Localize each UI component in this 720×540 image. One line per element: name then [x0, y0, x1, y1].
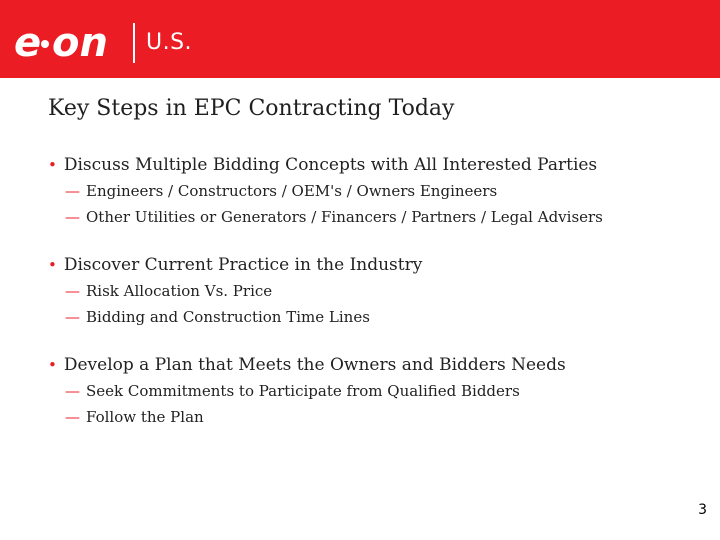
- sub-item-text: Engineers / Constructors / OEM's / Owners Engineers: [86, 182, 498, 200]
- dash-marker: —: [65, 282, 80, 300]
- sub-item: [65, 378, 708, 404]
- sub-item: [65, 278, 708, 304]
- sub-item-text: Follow the Plan: [86, 408, 204, 426]
- bullet-item: [48, 252, 708, 330]
- sub-item-text: Risk Allocation Vs. Price: [86, 282, 273, 300]
- header-bar: [0, 0, 720, 78]
- page-number: 3: [698, 502, 707, 518]
- region-label: U.S.: [146, 30, 193, 55]
- sub-item: [65, 304, 708, 330]
- sub-item-text: Bidding and Construction Time Lines: [86, 308, 370, 326]
- bullet-marker: •: [48, 356, 57, 374]
- sub-list: [65, 378, 708, 430]
- dash-marker: —: [65, 308, 80, 326]
- eon-logo: [14, 20, 126, 66]
- sub-list: [65, 278, 708, 330]
- dash-marker: —: [65, 208, 80, 226]
- bullet-item: [48, 152, 708, 230]
- dash-marker: —: [65, 182, 80, 200]
- sub-item-text: Seek Commitments to Participate from Qualified Bidders: [86, 382, 520, 400]
- sub-item: [65, 204, 708, 230]
- bullet-text: Discover Current Practice in the Industry: [63, 255, 423, 275]
- sub-item-text: Other Utilities or Generators / Financers / Partners / Legal Advisers: [86, 208, 603, 226]
- svg-text:on: on: [52, 20, 108, 66]
- slide-title: Key Steps in EPC Contracting Today: [48, 96, 455, 121]
- svg-text:e: e: [14, 20, 42, 66]
- sub-item: [65, 178, 708, 204]
- sub-list: [65, 178, 708, 230]
- bullet-text: Discuss Multiple Bidding Concepts with All Interested Parties: [63, 155, 598, 175]
- bullet-text: Develop a Plan that Meets the Owners and Bidders Needs: [63, 355, 566, 375]
- bullet-item: [48, 352, 708, 430]
- bullet-marker: •: [48, 156, 57, 174]
- bullet-marker: •: [48, 256, 57, 274]
- sub-item: [65, 404, 708, 430]
- dash-marker: —: [65, 382, 80, 400]
- dash-marker: —: [65, 408, 80, 426]
- logo-divider: [133, 23, 135, 63]
- bullet-list: [48, 152, 708, 452]
